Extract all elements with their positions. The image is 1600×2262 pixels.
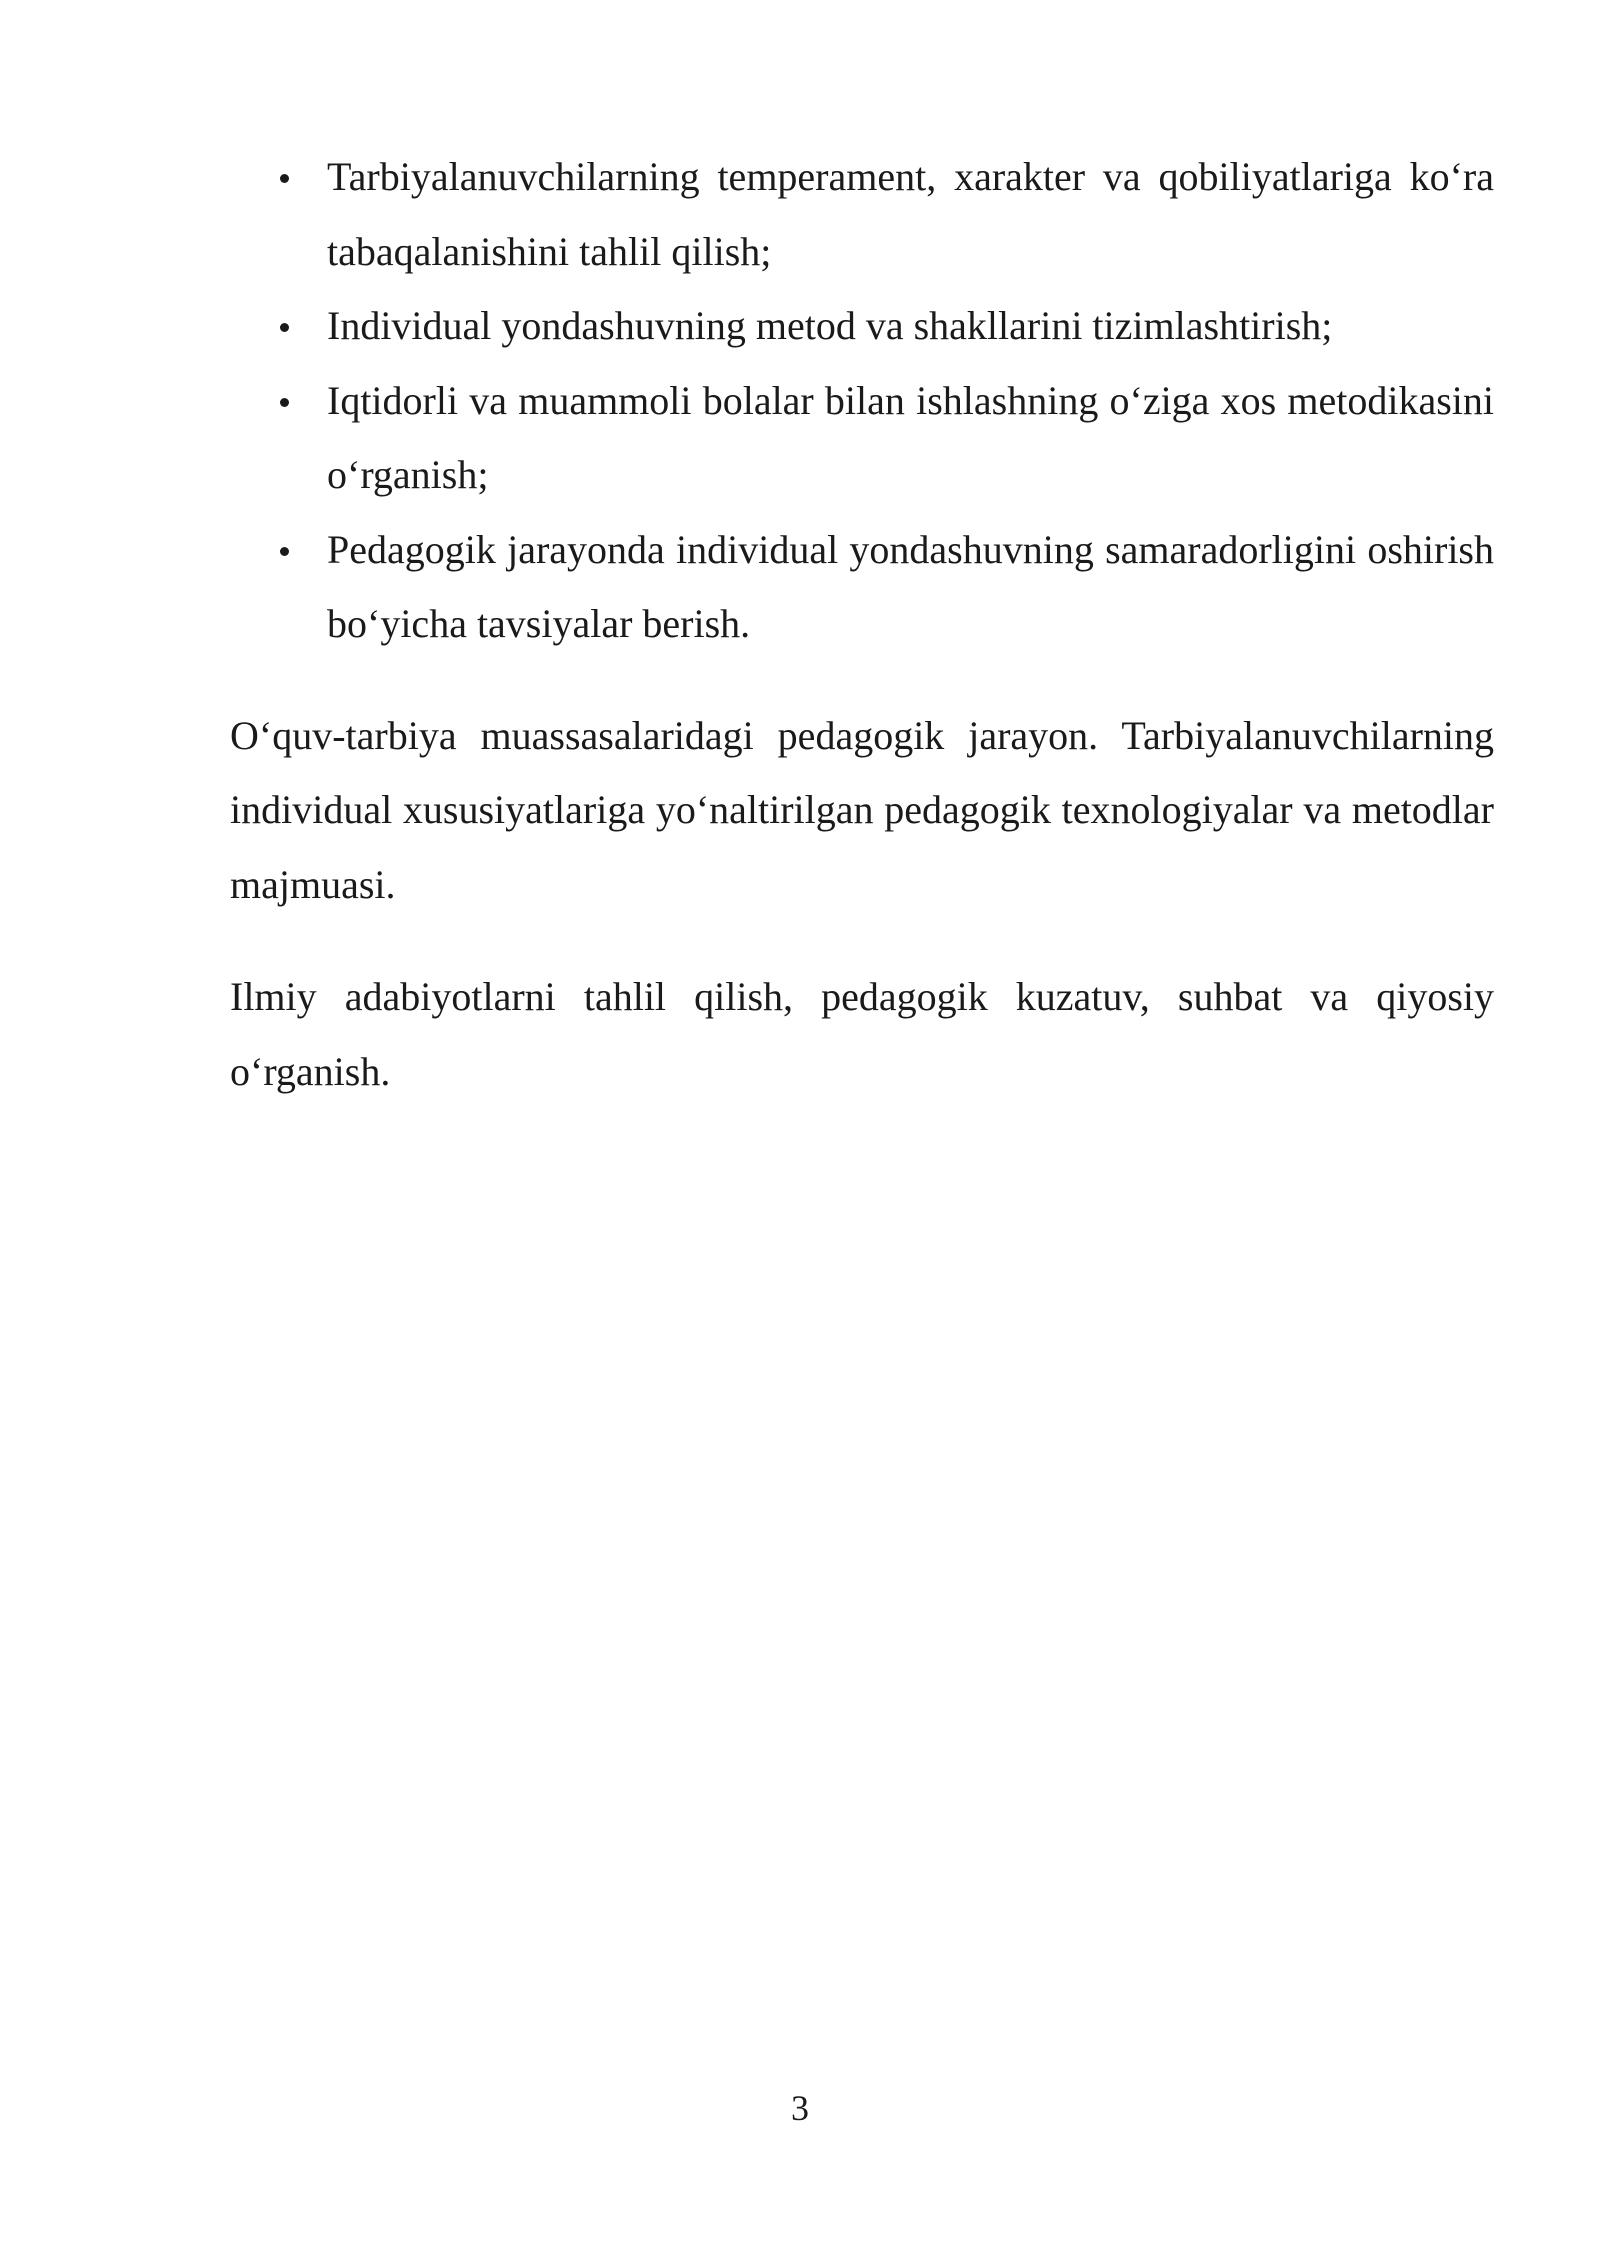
bullet-text: Individual yondashuvning metod va shakllarini tizimlashtirish; (327, 303, 1333, 348)
paragraph-research-methods: Ilmiy adabiyotlarni tahlil qilish, pedagogik kuzatuv, suhbat va qiyosiy o‘rganish. (230, 974, 1494, 1094)
bullet-list (230, 140, 1494, 662)
bullet-item (230, 364, 1494, 513)
bullet-item (230, 513, 1494, 662)
bullet-icon (280, 398, 289, 407)
bullet-text: Iqtidorli va muammoli bolalar bilan ishlashning o‘ziga xos metodikasini o‘rganish; (327, 377, 1494, 497)
page-content (230, 140, 1494, 1109)
page-number: 3 (791, 2088, 809, 2128)
bullet-icon (280, 547, 289, 556)
bullet-icon (280, 323, 289, 332)
bullet-item (230, 140, 1494, 289)
bullet-icon (280, 174, 289, 183)
paragraph-object-of-study: O‘quv-tarbiya muassasalaridagi pedagogik jarayon. Tarbiyalanuvchilarning individual xususiyatlariga yo‘naltirilgan pedagogik texnologiyalar va metodlar majmuasi. (230, 712, 1494, 907)
bullet-item (230, 289, 1494, 364)
bullet-text: Tarbiyalanuvchilarning temperament, xarakter va qobiliyatlariga ko‘ra tabaqalanishini tahlil qilish; (327, 154, 1494, 274)
bullet-text: Pedagogik jarayonda individual yondashuvning samaradorligini oshirish bo‘yicha tavsiyalar berish. (327, 526, 1494, 646)
